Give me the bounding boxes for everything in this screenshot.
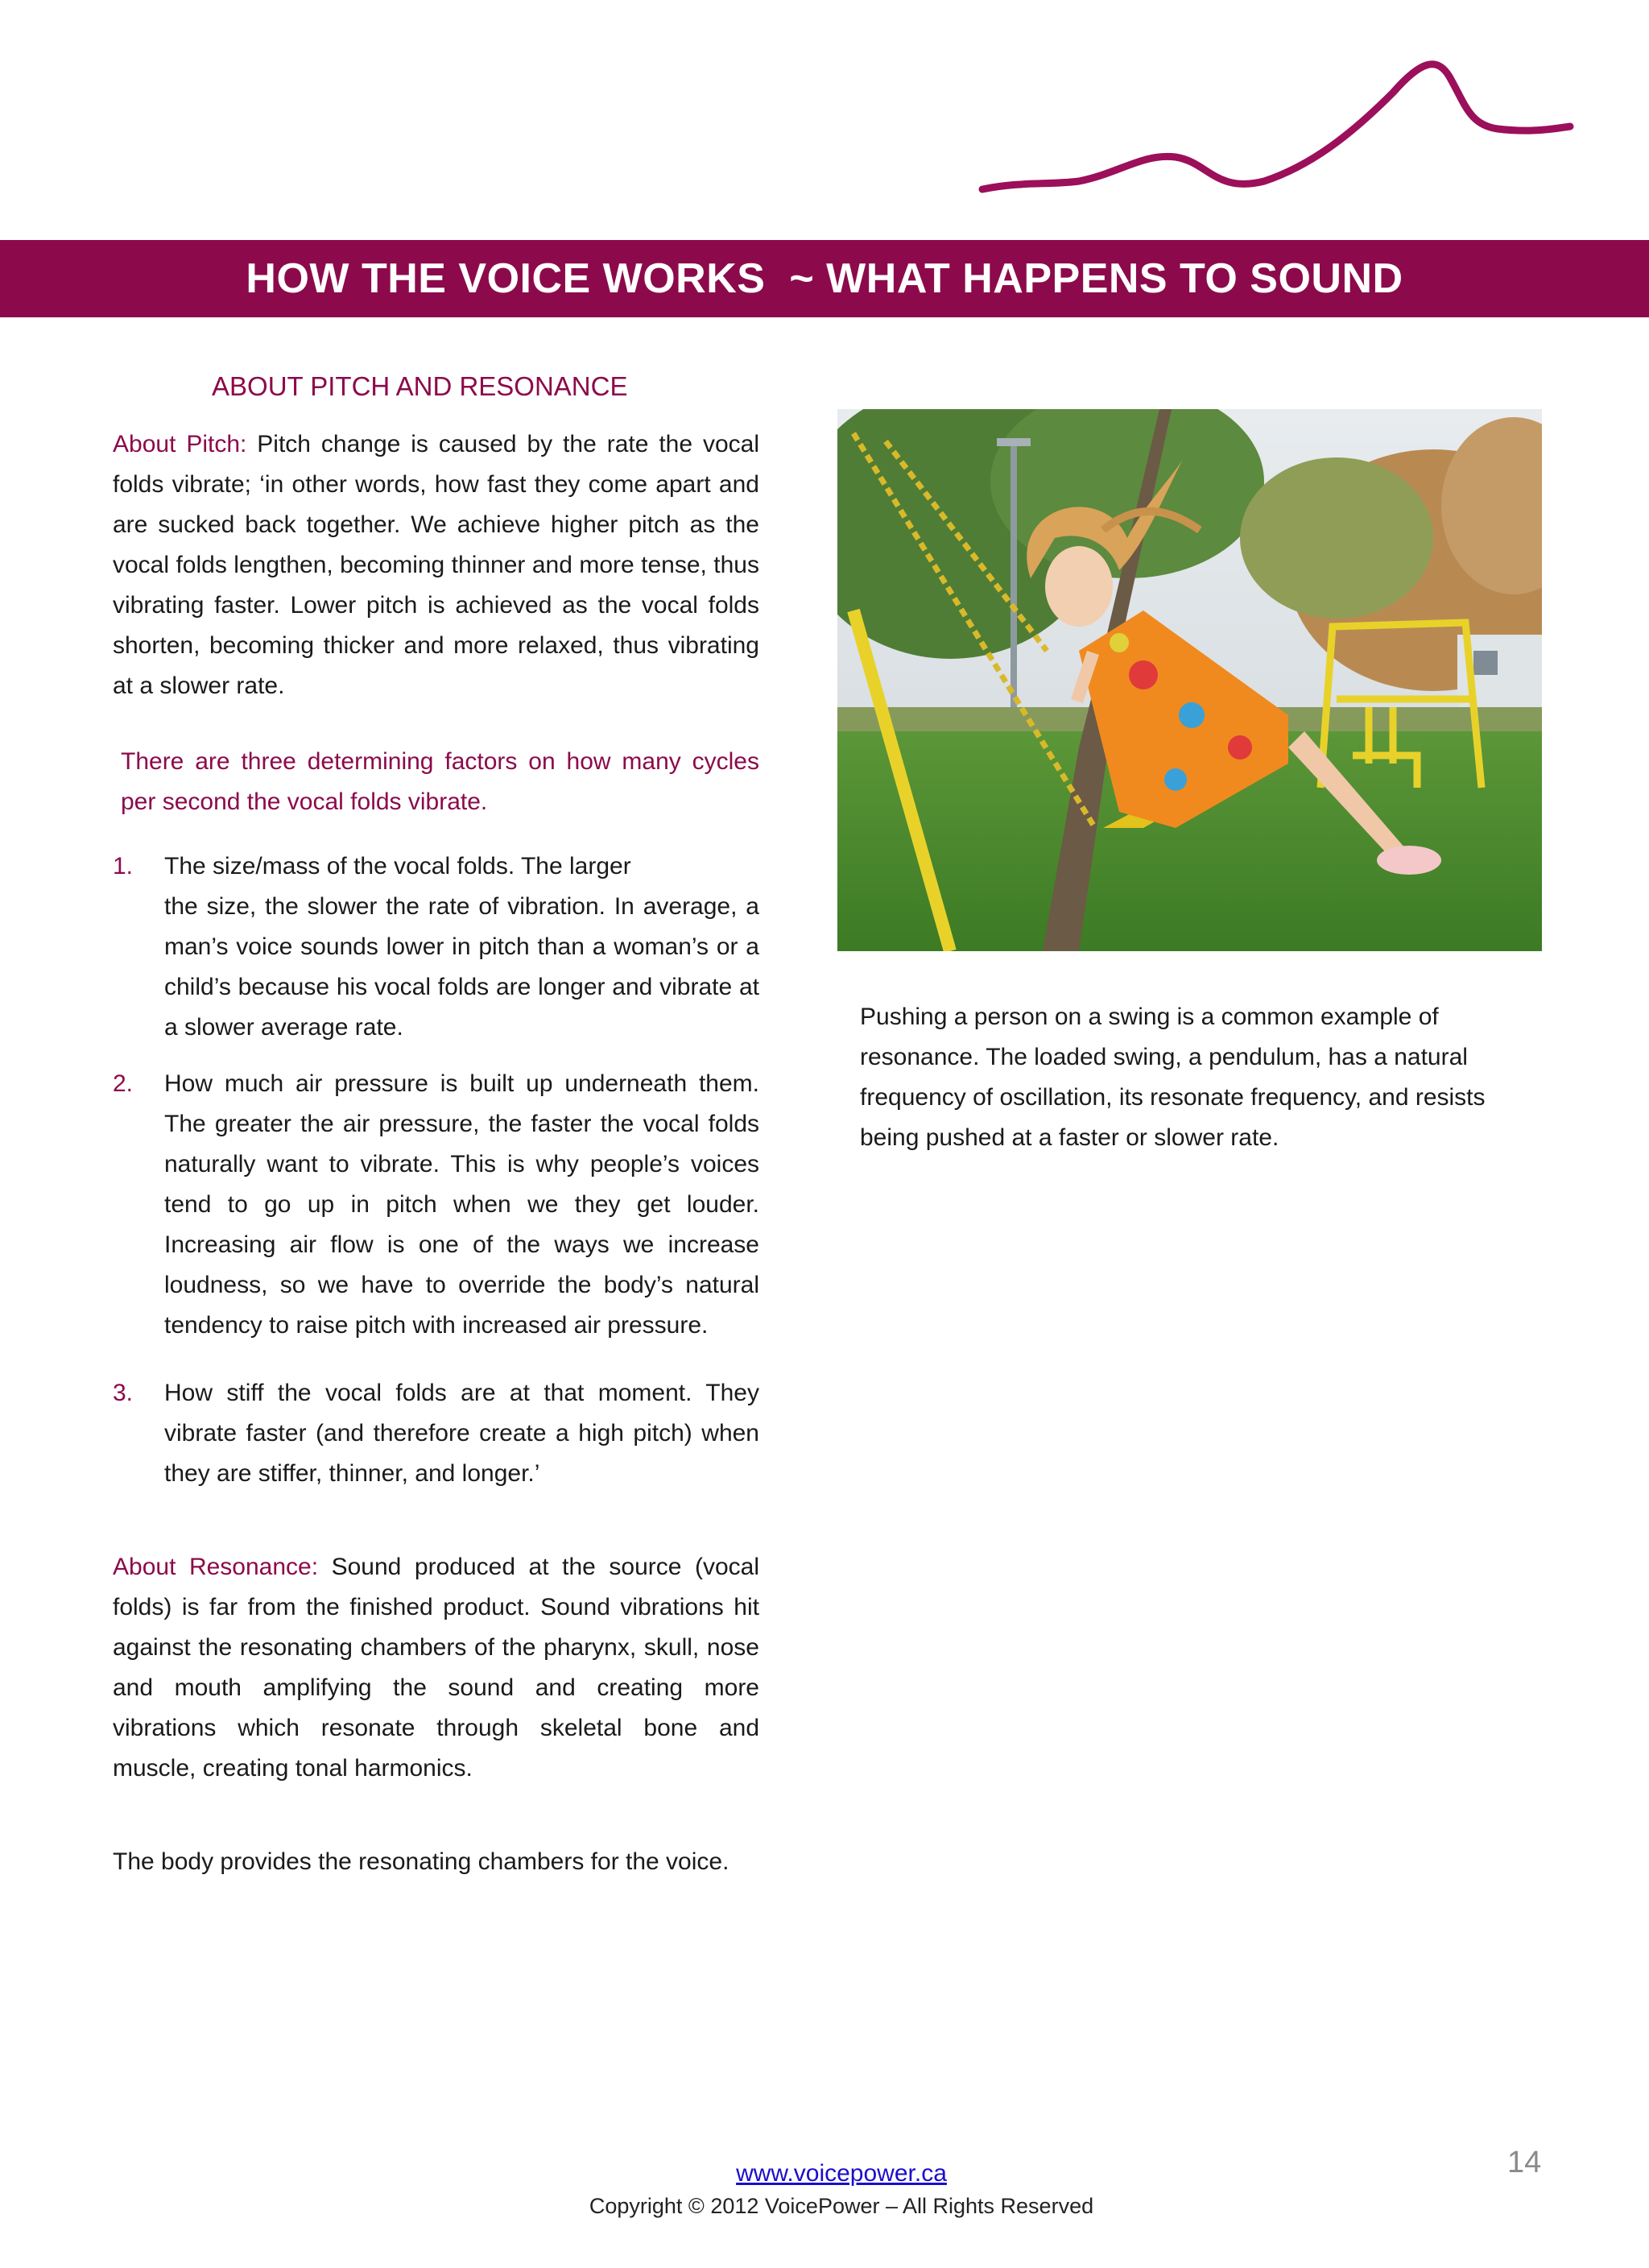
resonance-text: Sound produced at the source (vocal folds) is far from the finished product. Sound vibrations hit against the resonating chambers of the pharynx, skull, nose and mouth amplifying the sound and creating more vibrations which resonate through skeletal bone and muscle, creating tonal harmonics.	[113, 1553, 759, 1782]
logo-wave	[974, 44, 1578, 205]
list-item	[113, 846, 759, 1048]
list-item-text: the size, the slower the rate of vibration. In average, a man’s voice sounds lower in pitch than a woman’s or a child’s because his vocal folds are longer and vibrate at a slower average rate.	[164, 892, 759, 1041]
page-number: 14	[1507, 2146, 1542, 2179]
copyright-notice: Copyright © 2012 VoicePower – All Rights Reserved	[589, 2194, 1094, 2218]
list-number: 1.	[113, 852, 134, 879]
website-link[interactable]: www.voicepower.ca	[736, 2160, 947, 2187]
swing-photo	[837, 409, 1542, 951]
pitch-paragraph	[113, 424, 759, 706]
resonance-label: About Resonance:	[113, 1553, 319, 1580]
resonance-paragraph	[113, 1547, 759, 1789]
list-number: 2.	[113, 1070, 134, 1097]
photo-caption: Pushing a person on a swing is a common example of resonance. The loaded swing, a pendulum, has a natural frequency of oscillation, its resonate frequency, and resists being pushed at a faster or slower rate.	[860, 1004, 1486, 1151]
factors-list	[113, 846, 759, 1494]
list-item-first-line: The size/mass of the vocal folds. The larger	[164, 852, 631, 879]
section-heading: ABOUT PITCH AND RESONANCE	[212, 371, 628, 401]
list-number: 3.	[113, 1379, 134, 1406]
list-item-text: How stiff the vocal folds are at that moment. They vibrate faster (and therefore create a high pitch) when they are stiffer, thinner, and longer.’	[164, 1379, 759, 1487]
page-title-banner: HOW THE VOICE WORKS ~ WHAT HAPPENS TO SOUND	[0, 240, 1649, 317]
main-text-column	[113, 369, 759, 1882]
body-paragraph: The body provides the resonating chambers for the voice.	[113, 1848, 729, 1875]
pitch-text: Pitch change is caused by the rate the vocal folds vibrate; ‘in other words, how fast they come apart and are sucked back together. We achieve higher pitch as the vocal folds lengthen, becoming thinner and more tense, thus vibrating faster. Lower pitch is achieved as the vocal folds shorten, becoming thicker and more relaxed, thus vibrating at a slower rate.	[113, 430, 760, 699]
list-item-text: How much air pressure is built up underneath them. The greater the air pressure, the faster the vocal folds naturally want to vibrate. This is why people’s voices tend to go up in pitch when we they get louder. Increasing air flow is one of the ways we increase loudness, so we have to override the body’s natural tendency to raise pitch with increased air pressure.	[164, 1070, 759, 1339]
factors-intro: There are three determining factors on how many cycles per second the vocal folds vibrate.	[121, 747, 759, 815]
list-item	[113, 1373, 759, 1494]
pitch-label: About Pitch:	[113, 430, 247, 457]
list-item	[113, 1064, 759, 1346]
